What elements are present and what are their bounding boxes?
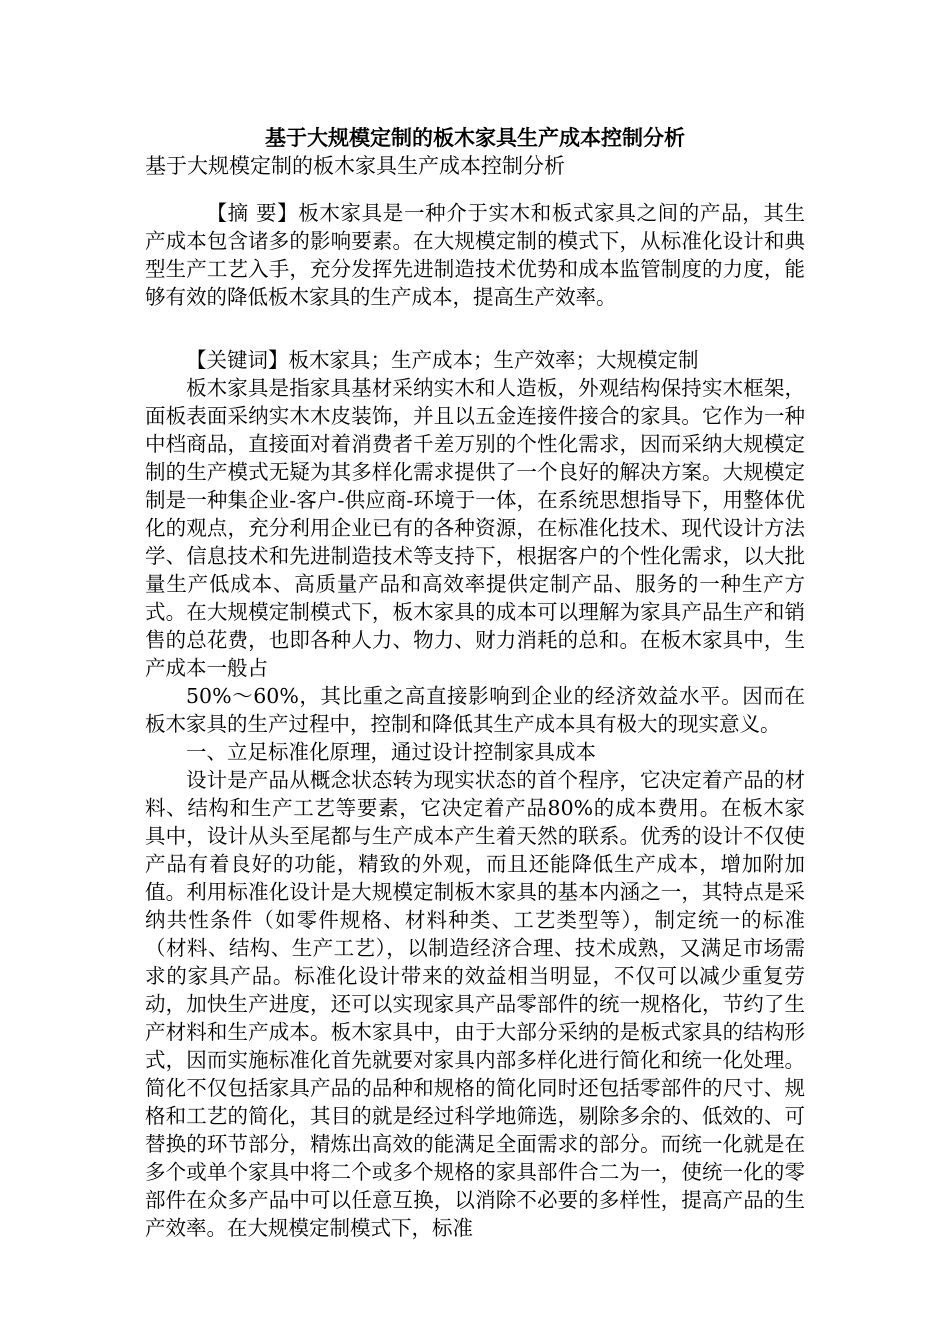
main-text xyxy=(145,346,805,1242)
body-paragraph: 设计是产品从概念状态转为现实状态的首个程序，它决定着产品的材料、结构和生产工艺等要素，它决定着产品80%的成本费用。在板木家具中，设计从头至尾都与生产成本产生着天然的联系。优秀的设计不仅使产品有着良好的功能，精致的外观，而且还能降低生产成本，增加附加值。利用标准化设计是大规模定制板木家具的基本内涵之一，其特点是采纳共性条件（如零件规格、材料种类、工艺类型等），制定统一的标准（材料、结构、生产工艺），以制造经济合理、技术成熟，又满足市场需求的家具产品。标准化设计带来的效益相当明显，不仅可以减少重复劳动，加快生产进度，还可以实现家具产品零部件的统一规格化，节约了生产材料和生产成本。板木家具中，由于大部分采纳的是板式家具的结构形式，因而实施标准化首先就要对家具内部多样化进行简化和统一化处理。简化不仅包括家具产品的品种和规格的简化同时还包括零部件的尺寸、规格和工艺的简化，其目的就是经过科学地筛选，剔除多余的、低效的、可替换的环节部分，精炼出高效的能满足全面需求的部分。而统一化就是在多个或单个家具中将二个或多个规格的家具部件合二为一，使统一化的零部件在众多产品中可以任意互换，以消除不必要的多样性，提高产品的生产效率。在大规模定制模式下，标准 xyxy=(145,768,805,1240)
document-title: 基于大规模定制的板木家具生产成本控制分析 xyxy=(265,125,685,150)
body-paragraph: 50%～60%，其比重之高直接影响到企业的经济效益水平。因而在板木家具的生产过程中，控制和降低其生产成本具有极大的现实意义。 xyxy=(145,684,805,736)
keywords-line: 【关键词】板木家具；生产成本；生产效率；大规模定制 xyxy=(186,348,699,372)
abstract-section xyxy=(145,199,805,311)
body-paragraph: 板木家具是指家具基材采纳实木和人造板，外观结构保持实木框架，面板表面采纳实木木皮装饰，并且以五金连接件接合的家具。它作为一种中档商品，直接面对着消费者千差万别的个性化需求，因而采纳大规模定制的生产模式无疑为其多样化需求提供了一个良好的解决方案。大规模定制是一种集企业-客户-供应商-环境于一体，在系统思想指导下，用整体优化的观点，充分利用企业已有的各种资源，在标准化技术、现代设计方法学、信息技术和先进制造技术等支持下，根据客户的个性化需求，以大批量生产低成本、高质量产品和高效率提供定制产品、服务的一种生产方式。在大规模定制模式下，板木家具的成本可以理解为家具产品生产和销售的总花费，也即各种人力、物力、财力消耗的总和。在板木家具中，生产成本一般占 xyxy=(145,376,805,680)
abstract-paragraph: 【摘 要】板木家具是一种介于实木和板式家具之间的产品，其生产成本包含诸多的影响要素。在大规模定制的模式下，从标准化设计和典型生产工艺入手，充分发挥先进制造技术优势和成本监管制度的力度，能够有效的降低板木家具的生产成本，提高生产效率。 xyxy=(145,201,805,309)
document-subtitle: 基于大规模定制的板木家具生产成本控制分析 xyxy=(145,154,565,178)
section-heading: 一、立足标准化原理，通过设计控制家具成本 xyxy=(186,740,596,764)
